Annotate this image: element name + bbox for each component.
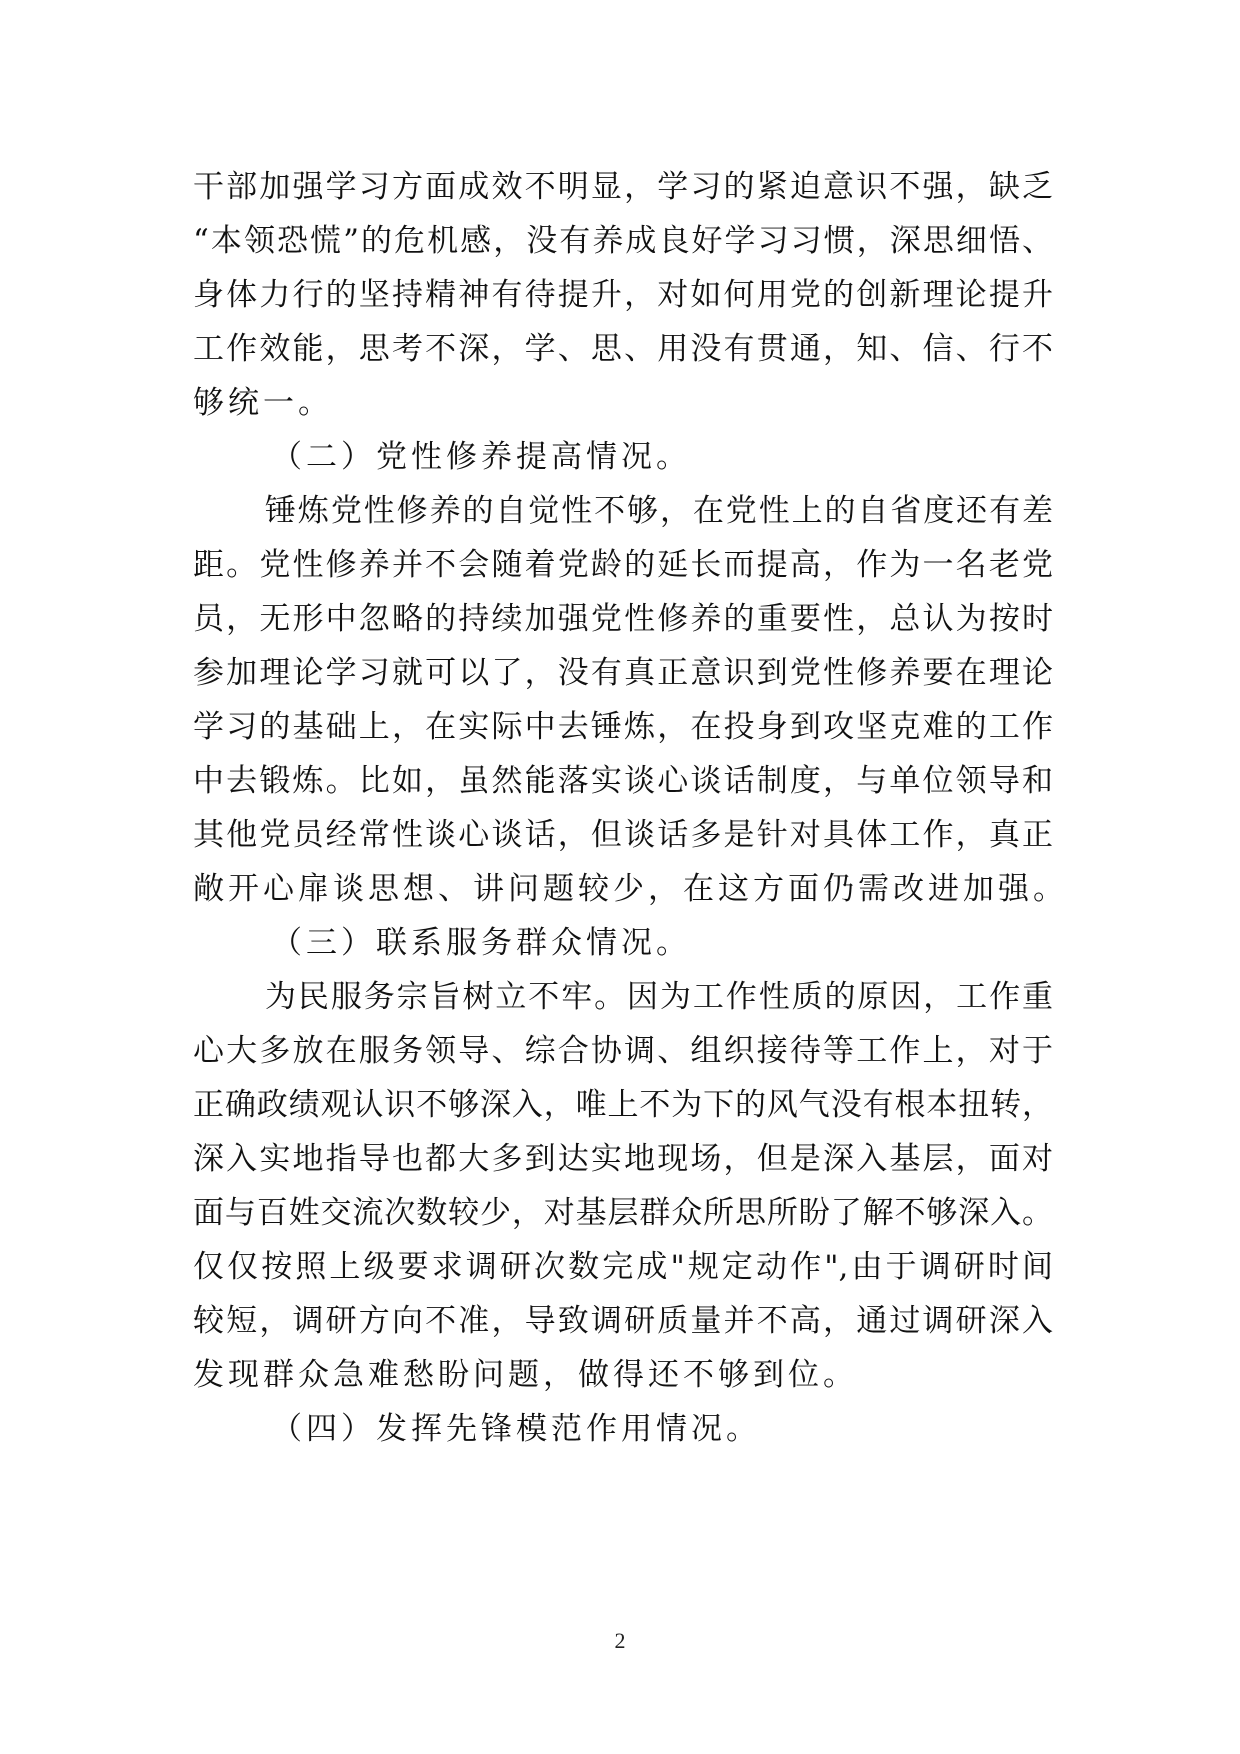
text-line: 干部加强学习方面成效不明显，学习的紧迫意识不强，缺乏 [193,169,1053,205]
text-line: 参加理论学习就可以了，没有真正意识到党性修养要在理论 [193,655,1053,691]
text-line: 面与百姓交流次数较少，对基层群众所思所盼了解不够深入。 [193,1195,1053,1231]
text-line: 锤炼党性修养的自觉性不够，在党性上的自省度还有差 [265,493,1053,529]
text-line: 深入实地指导也都大多到达实地现场，但是深入基层，面对 [193,1141,1053,1177]
text-line: 正确政绩观认识不够深入，唯上不为下的风气没有根本扭转， [193,1087,1053,1123]
text-line: 学习的基础上，在实际中去锤炼，在投身到攻坚克难的工作 [193,709,1053,745]
document-body [193,160,1068,1456]
text-line: 敞开心扉谈思想、讲问题较少，在这方面仍需改进加强。 [193,871,1068,907]
text-line: 中去锻炼。比如，虽然能落实谈心谈话制度，与单位领导和 [193,763,1053,799]
text-line: 为民服务宗旨树立不牢。因为工作性质的原因，工作重 [265,979,1053,1015]
text-line: 仅仅按照上级要求调研次数完成"规定动作",由于调研时间 [193,1249,1053,1285]
text-line: 距。党性修养并不会随着党龄的延长而提高，作为一名老党 [193,547,1053,583]
text-line: “本领恐慌”的危机感，没有养成良好学习习惯，深思细悟、 [193,223,1053,259]
text-line: 心大多放在服务领导、综合协调、组织接待等工作上，对于 [193,1033,1053,1069]
text-line: 员，无形中忽略的持续加强党性修养的重要性，总认为按时 [193,601,1053,637]
text-line: 较短，调研方向不准，导致调研质量并不高，通过调研深入 [193,1303,1053,1339]
section-heading-2: （二）党性修养提高情况。 [271,439,691,475]
page-number: 2 [614,1628,626,1653]
text-line: 发现群众急难愁盼问题，做得还不够到位。 [193,1357,858,1393]
section-heading-3: （三）联系服务群众情况。 [271,925,691,961]
text-line: 工作效能，思考不深，学、思、用没有贯通，知、信、行不 [193,331,1053,367]
text-line: 其他党员经常性谈心谈话，但谈话多是针对具体工作，真正 [193,817,1053,853]
text-line: 身体力行的坚持精神有待提升，对如何用党的创新理论提升 [193,277,1053,313]
text-line: 够统一。 [193,385,333,421]
section-heading-4: （四）发挥先锋模范作用情况。 [271,1411,761,1447]
